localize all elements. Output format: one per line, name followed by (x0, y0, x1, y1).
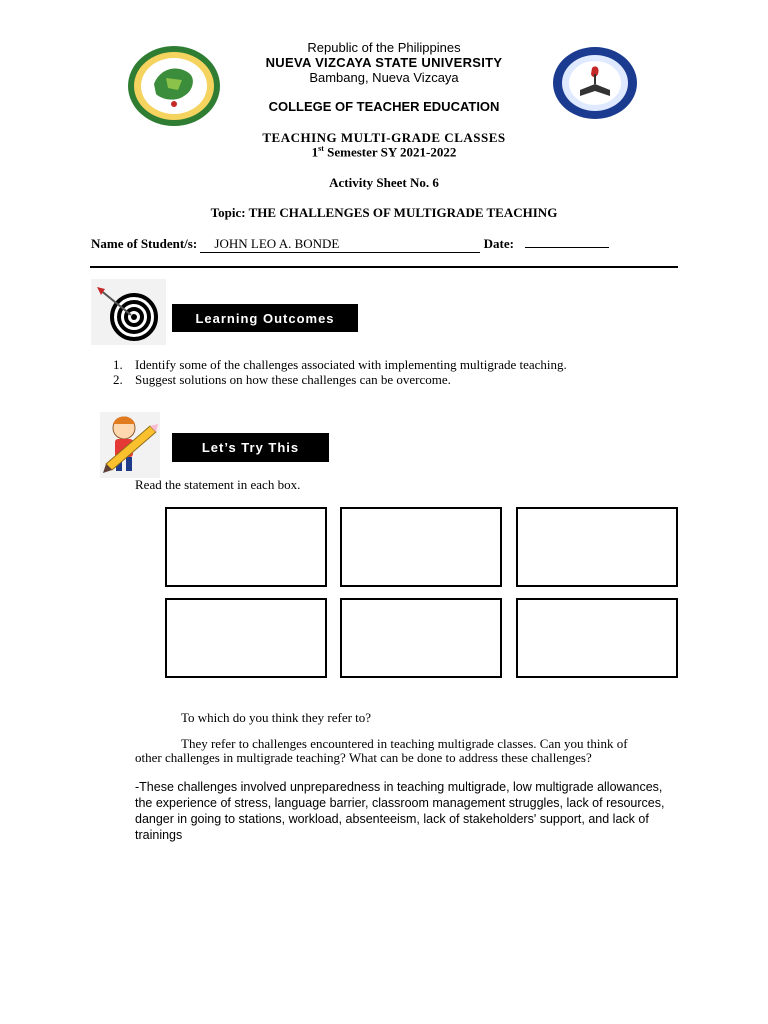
date-field[interactable] (525, 235, 609, 248)
list-item: 1. Identify some of the challenges associated with implementing multigrade teaching. (113, 357, 567, 372)
statement-box-2 (340, 507, 502, 587)
statement-box-3 (516, 507, 678, 587)
question-1: To which do you think they refer to? (181, 710, 372, 725)
activity-title: Activity Sheet No. 6 (329, 175, 439, 190)
lets-try-this-heading: Let’s Try This (172, 433, 329, 462)
university-name: NUEVA VIZCAYA STATE UNIVERSITY (265, 55, 503, 70)
semester-text: Semester SY 2021-2022 (323, 144, 457, 160)
statement-box-6 (516, 598, 678, 678)
date-label: Date: (483, 236, 514, 251)
student-row (91, 235, 609, 253)
course-title: TEACHING MULTI-GRADE CLASSES (262, 130, 506, 145)
university-location: Bambang, Nueva Vizcaya (309, 70, 459, 85)
instructions-text: Read the statement in each box. (135, 477, 301, 492)
semester-suffix: st (318, 144, 324, 153)
statement-box-5 (340, 598, 502, 678)
answer-text[interactable]: -These challenges involved unpreparedness in teaching multigrade, low multigrade allowances, the experience of stress, language barrier, classroom management struggles, lack of resources, danger in going to stations, workload, absenteeism, lack of stakeholders' support, and lack of trainings (135, 780, 665, 842)
topic-line (0, 205, 768, 221)
student-pencil-icon (100, 412, 160, 478)
outcomes-list (113, 357, 673, 387)
semester-line (0, 144, 768, 160)
college-name: COLLEGE OF TEACHER EDUCATION (268, 99, 500, 114)
list-item: 2. Suggest solutions on how these challenges can be overcome. (113, 372, 451, 387)
question-2: They refer to challenges encountered in teaching multigrade classes. Can you think of other challenges in multigrade teaching? What can be done to address these challenges? (135, 736, 628, 765)
topic-label: Topic: (210, 205, 249, 220)
student-name-field[interactable]: JOHN LEO A. BONDE (200, 236, 480, 253)
topic-text: THE CHALLENGES OF MULTIGRADE TEACHING (248, 205, 558, 220)
semester-ordinal: 1 (311, 144, 319, 160)
statement-box-4 (165, 598, 327, 678)
learning-outcomes-heading: Learning Outcomes (172, 304, 358, 332)
target-icon (91, 279, 166, 345)
header-divider (90, 266, 678, 268)
republic-line: Republic of the Philippines (307, 40, 461, 55)
statement-box-1 (165, 507, 327, 587)
student-name-label: Name of Student/s: (91, 236, 198, 251)
